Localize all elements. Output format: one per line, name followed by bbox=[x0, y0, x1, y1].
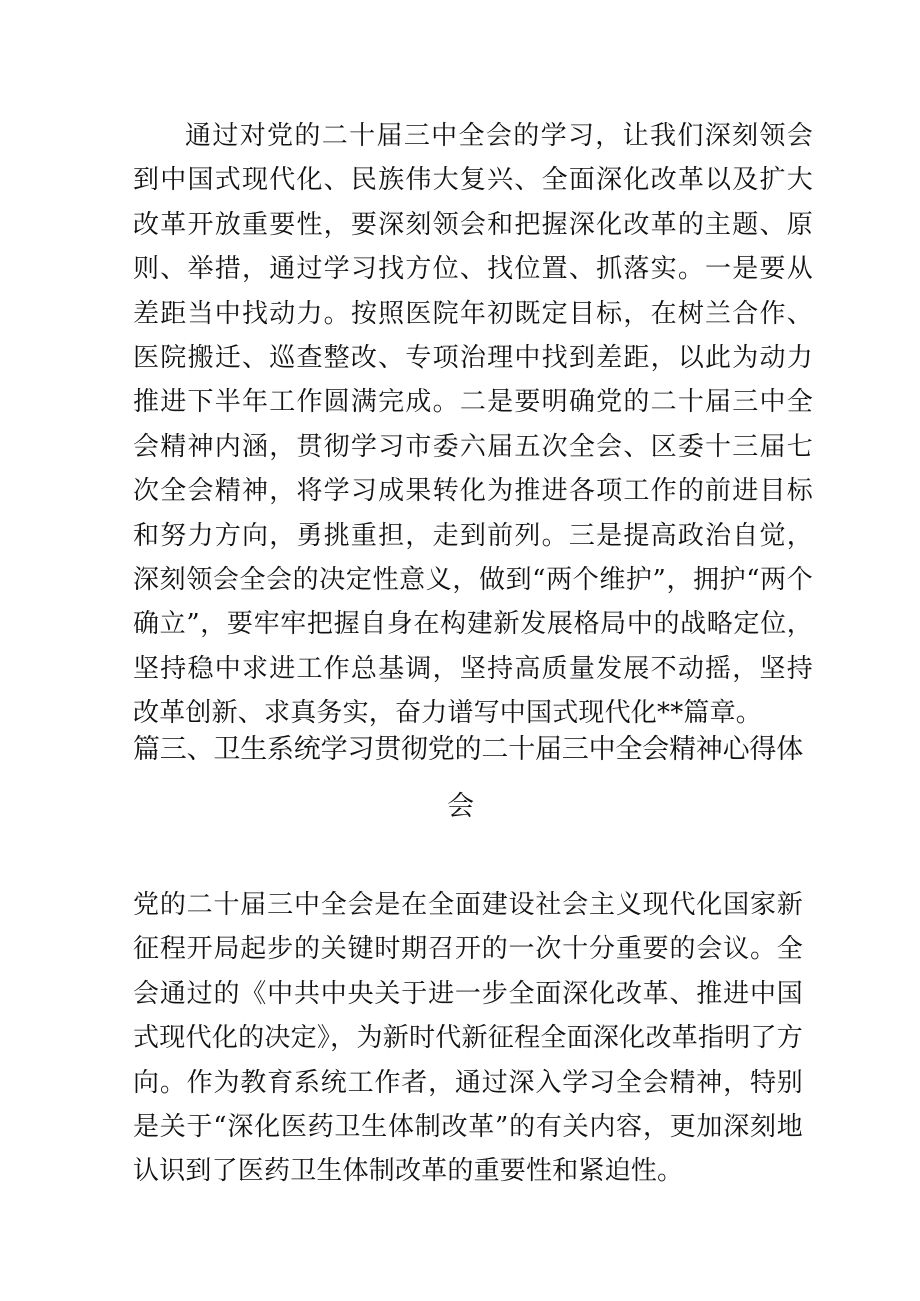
body-paragraph-1: 通过对党的二十届三中全会的学习，让我们深刻领会到中国式现代化、民族伟大复兴、全面深化改革以及扩大改革开放重要性，要深刻领会和把握深化改革的主题、原则、举措，通过学习找方位、找位置、抓落实。一是要从差距当中找动力。按照医院年初既定目标，在树兰合作、医院搬迁、巡查整改、专项治理中找到差距，以此为动力推进下半年工作圆满完成。二是要明确党的二十届三中全会精神内涵，贯彻学习市委六届五次全会、区委十三届七次全会精神，将学习成果转化为推进各项工作的前进目标和努力方向，勇挑重担，走到前列。三是提高政治自觉，深刻领会全会的决定性意义，做到“两个维护”，拥护“两个确立”，要牢牢把握自身在构建新发展格局中的战略定位，坚持稳中求进工作总基调，坚持高质量发展不动摇，坚持改革创新、求真务实，奋力谱写中国式现代化**篇章。 bbox=[133, 121, 813, 729]
body-paragraph-2: 党的二十届三中全会是在全面建设社会主义现代化国家新征程开局起步的关键时期召开的一次十分重要的会议。全会通过的《中共中央关于进一步全面深化改革、推进中国式现代化的决定》，为新时代新征程全面深化改革指明了方向。作为教育系统工作者，通过深入学习全会精神，特别是关于“深化医药卫生体制改革”的有关内容，更加深刻地认识到了医药卫生体制改革的重要性和紧迫性。 bbox=[133, 890, 803, 1187]
section-heading-line-1: 篇三、卫生系统学习贯彻党的二十届三中全会精神心得体 bbox=[133, 734, 803, 765]
section-heading-line-2: 会 bbox=[447, 791, 474, 822]
